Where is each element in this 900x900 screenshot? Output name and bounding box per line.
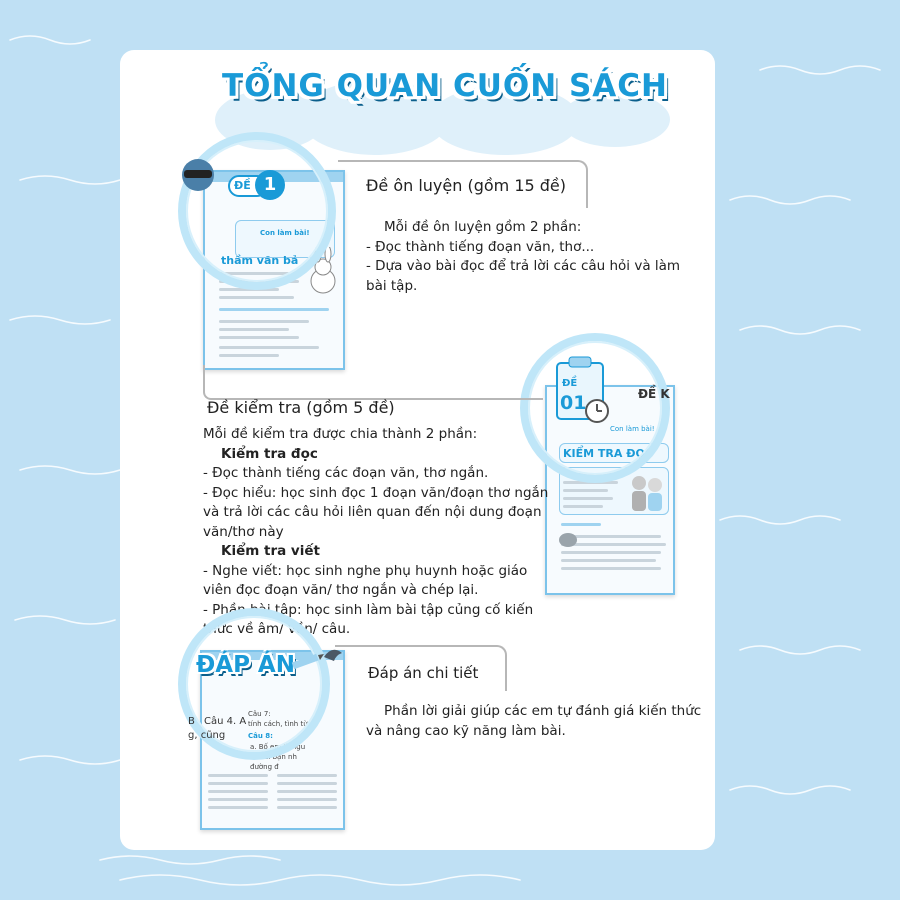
section3-snippet: Câu 4. A bbox=[204, 716, 247, 727]
section3-line: Phần lời giải giúp các em tự đánh giá kiến thức và nâng cao kỹ năng làm bài. bbox=[366, 703, 702, 739]
section3-snippet: b. Hai bạn nh bbox=[250, 753, 297, 761]
section2-box-label: Con làm bài! bbox=[610, 425, 655, 433]
pencil-icon bbox=[290, 650, 326, 672]
section3-snippet: Câu 8: bbox=[248, 732, 273, 740]
section2-badge-number: 01 bbox=[560, 392, 587, 414]
section2-line: - Đọc thành tiếng các đoạn văn, thơ ngắn. bbox=[203, 465, 489, 481]
section3-snippet: g, cũng bbox=[188, 730, 226, 741]
section1-body bbox=[366, 218, 701, 296]
section2-line: - Phần bài tập: học sinh làm bài tập củng cố kiến thức về âm/ vần/ câu. bbox=[203, 601, 534, 637]
section1-badge-label: ĐỀ bbox=[234, 179, 251, 192]
section3-snippet: đường đ bbox=[250, 763, 279, 771]
section3-snippet: B bbox=[188, 716, 195, 727]
section2-intro: Mỗi đề kiểm tra được chia thành 2 phần: bbox=[203, 426, 478, 442]
character-icon bbox=[178, 150, 218, 210]
section2-corner-label: ĐỀ K bbox=[638, 387, 670, 401]
section2-badge-label: ĐỀ bbox=[562, 378, 578, 389]
page-title: TỔNG QUAN CUỐN SÁCH bbox=[221, 68, 668, 104]
section2-bracket bbox=[203, 365, 543, 400]
section1-section-label: thầm văn bả bbox=[221, 254, 299, 267]
section2-line: - Đọc hiểu: học sinh đọc 1 đoạn văn/đoạn thơ ngắn và trả lời các câu hỏi liên quan đến nội dung đoạn văn/thơ này bbox=[203, 484, 549, 540]
section2-line: - Nghe viết: học sinh nghe phụ huynh hoặc giáo viên đọc đoạn văn/ thơ ngắn và chép lại. bbox=[203, 562, 528, 598]
section3-snippet: tính cách, tình từ, t bbox=[248, 720, 315, 728]
people-icon bbox=[627, 471, 667, 515]
section2-sub2: Kiểm tra viết bbox=[221, 543, 320, 559]
section1-line: - Đọc thành tiếng đoạn văn, thơ... bbox=[366, 238, 595, 255]
section2-sub1: Kiểm tra đọc bbox=[221, 445, 318, 462]
section1-heading: Đề ôn luyện (gồm 15 đề) bbox=[366, 176, 567, 195]
section2-heading: Đề kiểm tra (gồm 5 đề) bbox=[207, 398, 395, 417]
section3-snippet: a. Bố em là ngu bbox=[250, 743, 306, 751]
section1-box-label: Con làm bài! bbox=[260, 229, 310, 237]
seal-icon bbox=[557, 527, 579, 549]
section1-line: Mỗi đề ôn luyện gồm 2 phần: bbox=[384, 219, 582, 235]
section3-snippet: Câu 7: bbox=[248, 710, 271, 718]
section3-badge-label: ĐÁP ÁN bbox=[196, 652, 295, 678]
section1-badge-number: 1 bbox=[255, 170, 285, 200]
section1-line: - Dựa vào bài đọc để trả lời các câu hỏi và làm bài tập. bbox=[366, 258, 681, 294]
section2-section-label: KIỂM TRA ĐỌC bbox=[563, 447, 653, 460]
section3-body bbox=[366, 702, 706, 741]
section3-heading: Đáp án chi tiết bbox=[368, 664, 479, 682]
